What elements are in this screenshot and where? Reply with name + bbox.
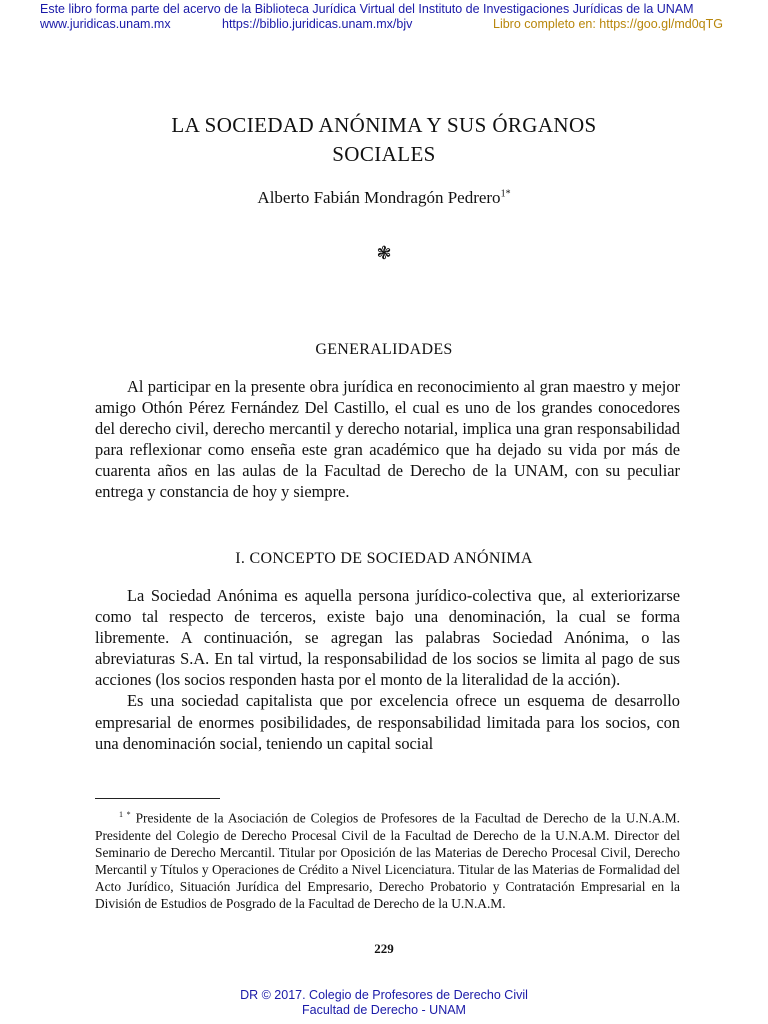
bjv-link[interactable]: https://biblio.juridicas.unam.mx/bjv xyxy=(222,17,413,31)
ornament-icon: ❃ xyxy=(376,243,392,263)
juridicas-link[interactable]: www.juridicas.unam.mx xyxy=(40,17,171,31)
page-number: 229 xyxy=(374,941,394,956)
footnote xyxy=(95,806,680,913)
author-line xyxy=(0,188,768,208)
full-book-link[interactable]: Libro completo en: https://goo.gl/md0qTG xyxy=(493,17,723,31)
section-heading-concepto: I. CONCEPTO DE SOCIEDAD ANÓNIMA xyxy=(235,550,533,567)
footnote-text: Presidente de la Asociación de Colegios de Profesores de la Facultad de Derecho de la U.N.A.M. Presidente del Colegio de Derecho Procesal Civil de la Facultad de Derecho de la U.N.A.M. Director del Seminario de Derecho Mercantil. Titular por Oposición de las Materias de Derecho Procesal Civil, Derecho Mercantil y Títulos y Operaciones de Crédito a Nivel Licenciatura. Titular de las Materias de Formalidad del Acto Jurídico, Situación Jurídica del Empresario, Derecho Probatorio y Contratación Empresarial en la División de Estudios de Posgrado de la Facultad de Derecho de la U.N.A.M. xyxy=(95,810,680,912)
paragraph-3: Es una sociedad capitalista que por excelencia ofrece un esquema de desarrollo empresarial de enormes posibilidades, de responsabilidad limitada para los socios, con una denominación social, teniendo un capital social xyxy=(95,691,680,753)
paragraph-2: La Sociedad Anónima es aquella persona jurídico-colectiva que, al exteriorizarse como tal respecto de terceros, existe bajo una denominación, la cual se forma libremente. A continuación, se agregan las palabras Sociedad Anónima, o las abreviaturas S.A. En tal virtud, la responsabilidad de los socios se limita al pago de sus acciones (los socios responden hasta por el monto de la literalidad de la acción). xyxy=(95,586,680,690)
paragraph-generalidades xyxy=(95,376,680,503)
footer-copyright: DR © 2017. Colegio de Profesores de Derecho Civil xyxy=(240,988,528,1002)
author-name: Alberto Fabián Mondragón Pedrero xyxy=(257,188,501,207)
footer-institution: Facultad de Derecho - UNAM xyxy=(302,1003,466,1017)
chapter-title-line-2: SOCIALES xyxy=(332,142,436,166)
author-footnote-mark: 1* xyxy=(500,188,511,200)
footnote-mark: 1 * xyxy=(119,810,131,819)
header-notice: Este libro forma parte del acervo de la Biblioteca Jurídica Virtual del Instituto de Investigaciones Jurídicas de la UNAM xyxy=(40,2,694,16)
paragraphs-concepto xyxy=(95,585,680,754)
section-heading-generalidades: GENERALIDADES xyxy=(315,341,453,358)
chapter-title-line-1: LA SOCIEDAD ANÓNIMA Y SUS ÓRGANOS xyxy=(171,113,597,137)
footnote-divider xyxy=(95,798,220,799)
paragraph-1: Al participar en la presente obra jurídica en reconocimiento al gran maestro y mejor amigo Othón Pérez Fernández Del Castillo, el cual es uno de los grandes conocedores del derecho civil, derecho mercantil y derecho notarial, implica una gran responsabilidad para reflexionar como enseña este gran académico que ha dejado su vida por más de cuarenta años en las aulas de la Facultad de Derecho de la UNAM, con su peculiar entrega y constancia de hoy y siempre. xyxy=(95,377,680,502)
